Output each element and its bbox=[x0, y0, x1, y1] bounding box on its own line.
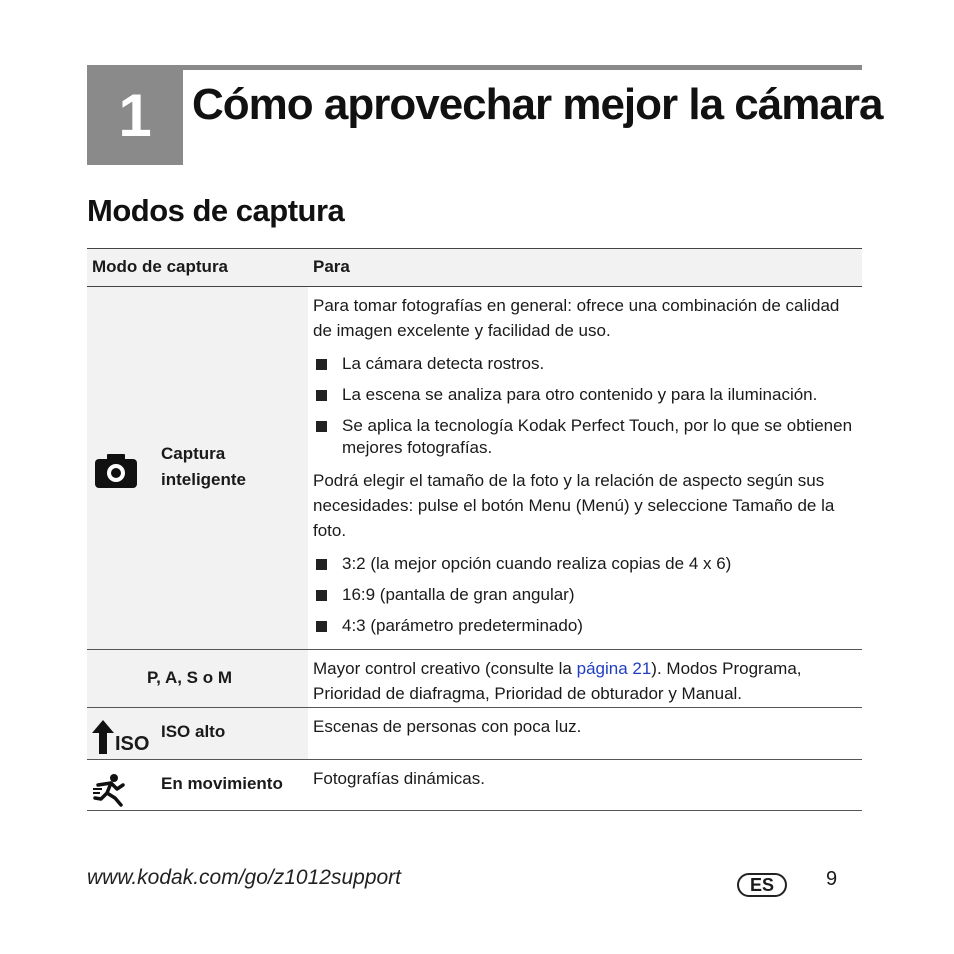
chapter-number: 1 bbox=[87, 65, 183, 165]
mode-label: En movimiento bbox=[161, 774, 283, 793]
list-item: La cámara detecta rostros. bbox=[313, 353, 856, 375]
section-title: Modos de captura bbox=[87, 193, 345, 228]
table-header bbox=[87, 248, 862, 287]
feature-list bbox=[313, 353, 856, 459]
iso-high-icon: ISO bbox=[92, 720, 149, 754]
chapter-rule bbox=[87, 65, 862, 70]
table-row bbox=[87, 760, 862, 811]
table-row bbox=[87, 708, 862, 760]
list-item: La escena se analiza para otro contenido y para la iluminación. bbox=[313, 384, 856, 406]
row-text: Fotografías dinámicas. bbox=[313, 769, 485, 788]
table-row: P, A, S o M Mayor control creativo (consulte la página 21). Modos Programa, Prioridad de diafragma, Prioridad de obturador y Manual. bbox=[87, 650, 862, 708]
capture-modes-table bbox=[87, 248, 862, 811]
page-link[interactable]: página 21 bbox=[576, 659, 652, 678]
list-item: 16:9 (pantalla de gran angular) bbox=[313, 584, 856, 606]
list-item: 3:2 (la mejor opción cuando realiza copias de 4 x 6) bbox=[313, 553, 856, 575]
row-intro: Para tomar fotografías en general: ofrece una combinación de calidad de imagen excelente y facilidad de uso. bbox=[313, 296, 840, 340]
row-text: Escenas de personas con poca luz. bbox=[313, 717, 582, 736]
aspect-list bbox=[313, 553, 856, 637]
page-number: 9 bbox=[826, 868, 838, 890]
list-item: 4:3 (parámetro predeterminado) bbox=[313, 615, 856, 637]
camera-icon bbox=[95, 454, 137, 493]
sport-motion-icon bbox=[92, 773, 128, 812]
table-row bbox=[87, 287, 862, 650]
header-mode: Modo de captura bbox=[92, 257, 229, 276]
mode-label: P, A, S o M bbox=[147, 668, 233, 687]
support-url[interactable]: www.kodak.com/go/z1012support bbox=[87, 866, 402, 889]
header-purpose: Para bbox=[313, 257, 350, 276]
mode-label: Captura inteligente bbox=[161, 444, 247, 489]
row-middle: Podrá elegir el tamaño de la foto y la relación de aspecto según sus necesidades: pulse el botón Menu (Menú) y seleccione Tamaño de la foto. bbox=[313, 471, 835, 540]
chapter-title: Cómo aprovechar mejor la cámara bbox=[192, 80, 883, 129]
list-item: Se aplica la tecnología Kodak Perfect Touch, por lo que se obtienen mejores fotografías. bbox=[313, 415, 856, 459]
language-badge: ES bbox=[737, 873, 787, 897]
mode-label: ISO alto bbox=[161, 722, 226, 741]
